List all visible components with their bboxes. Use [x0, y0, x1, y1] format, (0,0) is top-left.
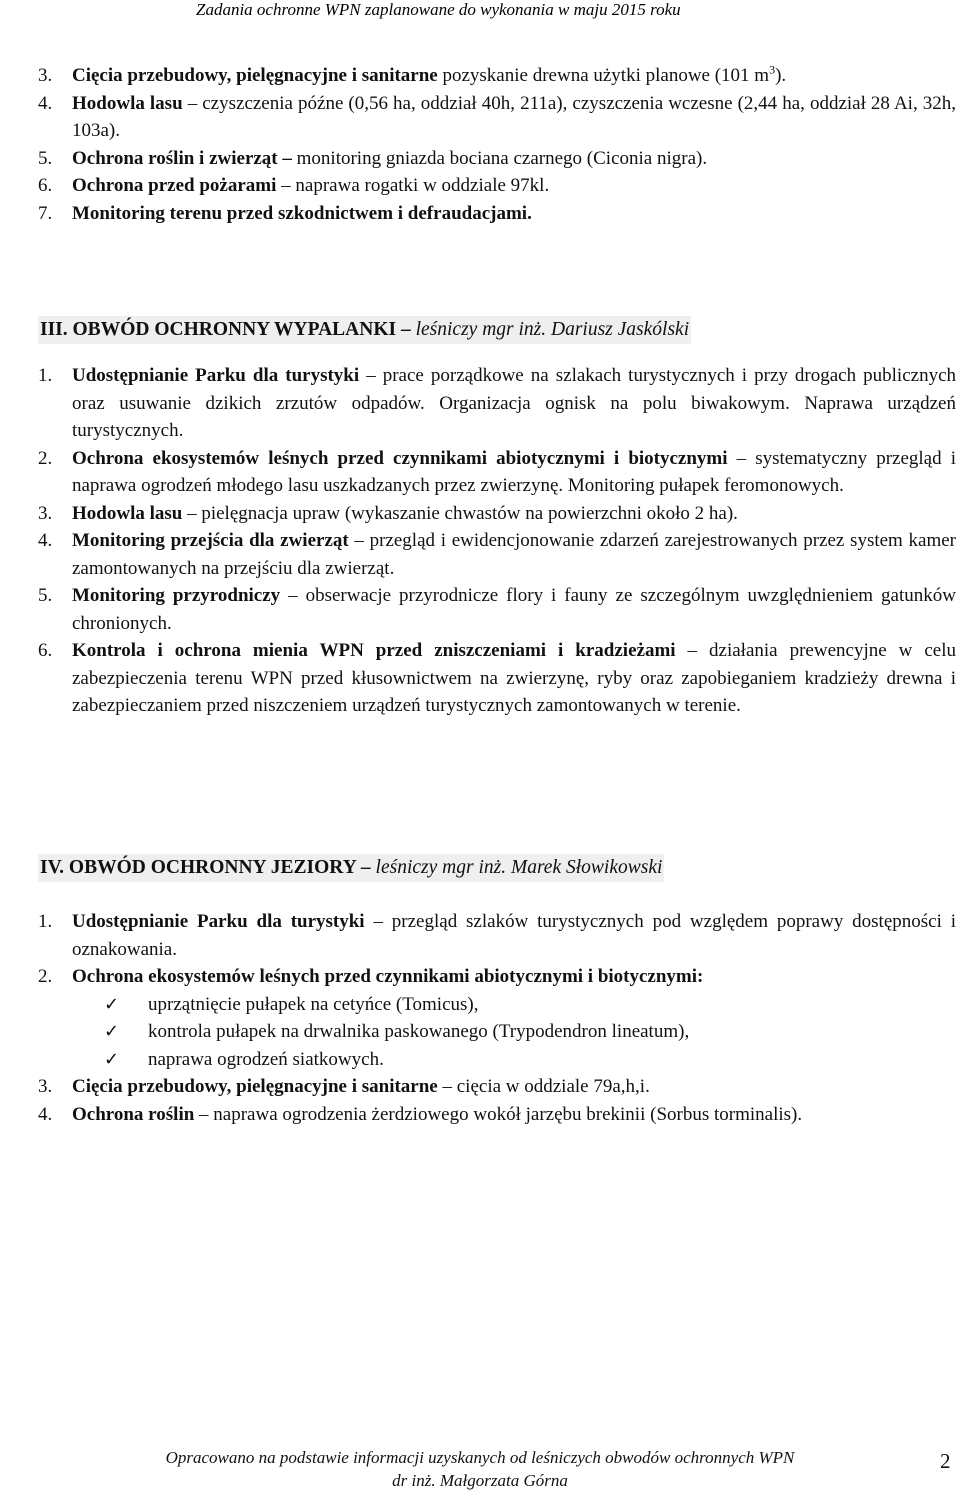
- item-title: Kontrola i ochrona mienia WPN przed zniszczeniami i kradzieżami: [72, 640, 676, 661]
- item-text: – systematyczny przegląd i naprawa ogrodzeń młodego lasu uszkadzanych przez zwierzynę. Monitoring pułapek feromonowych.: [72, 447, 956, 496]
- list-item: [38, 1101, 956, 1129]
- item-text: – przegląd i ewidencjonowanie zdarzeń zarejestrowanych przez system kamer zamontowanych na przejściu dla zwierząt.: [72, 530, 956, 579]
- item-text-tail: ).: [775, 65, 787, 86]
- item-number: 3.: [38, 502, 53, 524]
- footer-author: dr inż. Małgorzata Górna: [392, 1471, 568, 1490]
- heading-forester: leśniczy mgr inż. Marek Słowikowski: [370, 857, 663, 878]
- list-item: [38, 445, 956, 500]
- item-text: – cięcia w oddziale 79a,h,i.: [437, 1076, 650, 1097]
- checklist-text: uprzątnięcie pułapek na cetyńce (Tomicus),: [148, 993, 479, 1015]
- checklist-item: [38, 1046, 956, 1074]
- item-number: 5.: [38, 147, 53, 169]
- section-heading: [38, 854, 664, 882]
- checklist-item: [38, 991, 956, 1019]
- item-number: 4.: [38, 92, 53, 114]
- list-item: [38, 362, 956, 445]
- checklist-text: kontrola pułapek na drwalnika paskowanego (Trypodendron lineatum),: [148, 1021, 690, 1042]
- item-title: Hodowla lasu: [72, 502, 183, 524]
- item-text: monitoring gniazda bociana czarnego (Ciconia nigra).: [291, 147, 708, 169]
- footer-source-note: Opracowano na podstawie informacji uzyskanych od leśniczych obwodów ochronnych WPN: [165, 1448, 795, 1467]
- checklist-text: naprawa ogrodzeń siatkowych.: [148, 1048, 384, 1070]
- list-item: [38, 145, 956, 173]
- list-item: [38, 172, 956, 200]
- section-jeziory: [38, 854, 956, 1128]
- item-number: 6.: [38, 175, 53, 196]
- item-number: 4.: [38, 530, 53, 551]
- item-number: 3.: [38, 1076, 53, 1097]
- item-title: Cięcia przebudowy, pielęgnacyjne i sanitarne: [72, 1076, 438, 1097]
- item-title: Monitoring przejścia dla zwierząt: [72, 530, 349, 551]
- item-text: – pielęgnacja upraw (wykaszanie chwastów na powierzchni około 2 ha).: [182, 502, 738, 524]
- section-heading: [38, 316, 691, 344]
- list-item: [38, 582, 956, 637]
- item-number: 2.: [38, 447, 53, 469]
- item-text: – czyszczenia późne (0,56 ha, oddział 40h, 211a), czyszczenia wczesne (2,44 ha, oddział 28 Ai, 32h, 103a).: [72, 92, 956, 141]
- item-number: 1.: [38, 365, 53, 386]
- list-item: [38, 90, 956, 145]
- list-item: [38, 527, 956, 582]
- item-number: 7.: [38, 202, 53, 224]
- item-title: Ochrona ekosystemów leśnych przed czynnikami abiotycznymi i biotycznymi: [72, 447, 728, 469]
- item-text: – przegląd szlaków turystycznych pod względem poprawy dostępności i oznakowania.: [72, 911, 957, 960]
- item-number: 3.: [38, 65, 53, 86]
- item-title: Ochrona przed pożarami: [72, 175, 277, 196]
- item-number: 6.: [38, 640, 53, 661]
- item-number: 2.: [38, 966, 53, 987]
- item-title: Ochrona roślin i zwierząt –: [72, 147, 292, 169]
- item-title: Udostępnianie Parku dla turystyki: [72, 365, 360, 386]
- checklist-item: [38, 1018, 956, 1046]
- list-item: [38, 200, 956, 228]
- list-item: [38, 1073, 956, 1101]
- item-text: – naprawa rogatki w oddziale 97kl.: [276, 175, 550, 196]
- item-title: Ochrona ekosystemów leśnych przed czynnikami abiotycznymi i biotycznymi:: [72, 966, 704, 987]
- heading-forester: leśniczy mgr inż. Dariusz Jaskólski: [410, 319, 690, 340]
- page-number: 2: [940, 1449, 951, 1473]
- section-continuation: [38, 62, 956, 227]
- page-header: Zadania ochronne WPN zaplanowane do wykonania w maju 2015 roku: [196, 0, 681, 19]
- item-superscript: 3: [769, 62, 776, 77]
- item-number: 5.: [38, 585, 53, 606]
- list-item: [38, 908, 956, 963]
- list-item: [38, 500, 956, 528]
- list-item: [38, 963, 956, 991]
- list-item: [38, 637, 956, 720]
- item-title: Monitoring przyrodniczy: [72, 585, 281, 606]
- item-number: 4.: [38, 1103, 53, 1125]
- checkmark-icon: ✓: [104, 993, 120, 1015]
- item-text: pozyskanie drewna użytki planowe (101 m: [437, 65, 770, 86]
- heading-title: IV. OBWÓD OCHRONNY JEZIORY –: [40, 857, 371, 878]
- item-title: Udostępnianie Parku dla turystyki: [72, 911, 365, 932]
- item-title: Monitoring terenu przed szkodnictwem i defraudacjami.: [72, 202, 532, 224]
- checklist: [38, 991, 956, 1074]
- item-text: – obserwacje przyrodnicze flory i fauny ze szczególnym uwzględnieniem gatunków chronionych.: [72, 585, 956, 634]
- item-title: Hodowla lasu: [72, 92, 183, 114]
- list-item: [38, 62, 956, 90]
- item-text: – naprawa ogrodzenia żerdziowego wokół jarzębu brekinii (Sorbus torminalis).: [194, 1103, 803, 1125]
- item-title: Ochrona roślin: [72, 1103, 195, 1125]
- checkmark-icon: ✓: [104, 1048, 120, 1070]
- item-text: – działania prewencyjne w celu zabezpieczenia terenu WPN przed kłusownictwem na zwierzynę, ryby oraz zapobieganiem kradzieży drewna i zabezpieczaniem przed niszczeniem urządzeń turystycznych zamontowanych w terenie.: [72, 640, 956, 716]
- heading-title: III. OBWÓD OCHRONNY WYPALANKI –: [40, 319, 411, 340]
- item-number: 1.: [38, 911, 53, 932]
- item-text: – prace porządkowe na szlakach turystycznych i przy drogach publicznych oraz usuwanie dzikich zrzutów odpadów. Organizacja ognisk na polu biwakowym. Naprawa urządzeń turystycznych.: [72, 365, 956, 441]
- checkmark-icon: ✓: [104, 1021, 120, 1042]
- page-footer: [100, 1446, 860, 1492]
- section-wypalanki: [38, 316, 956, 720]
- item-title: Cięcia przebudowy, pielęgnacyjne i sanitarne: [72, 65, 438, 86]
